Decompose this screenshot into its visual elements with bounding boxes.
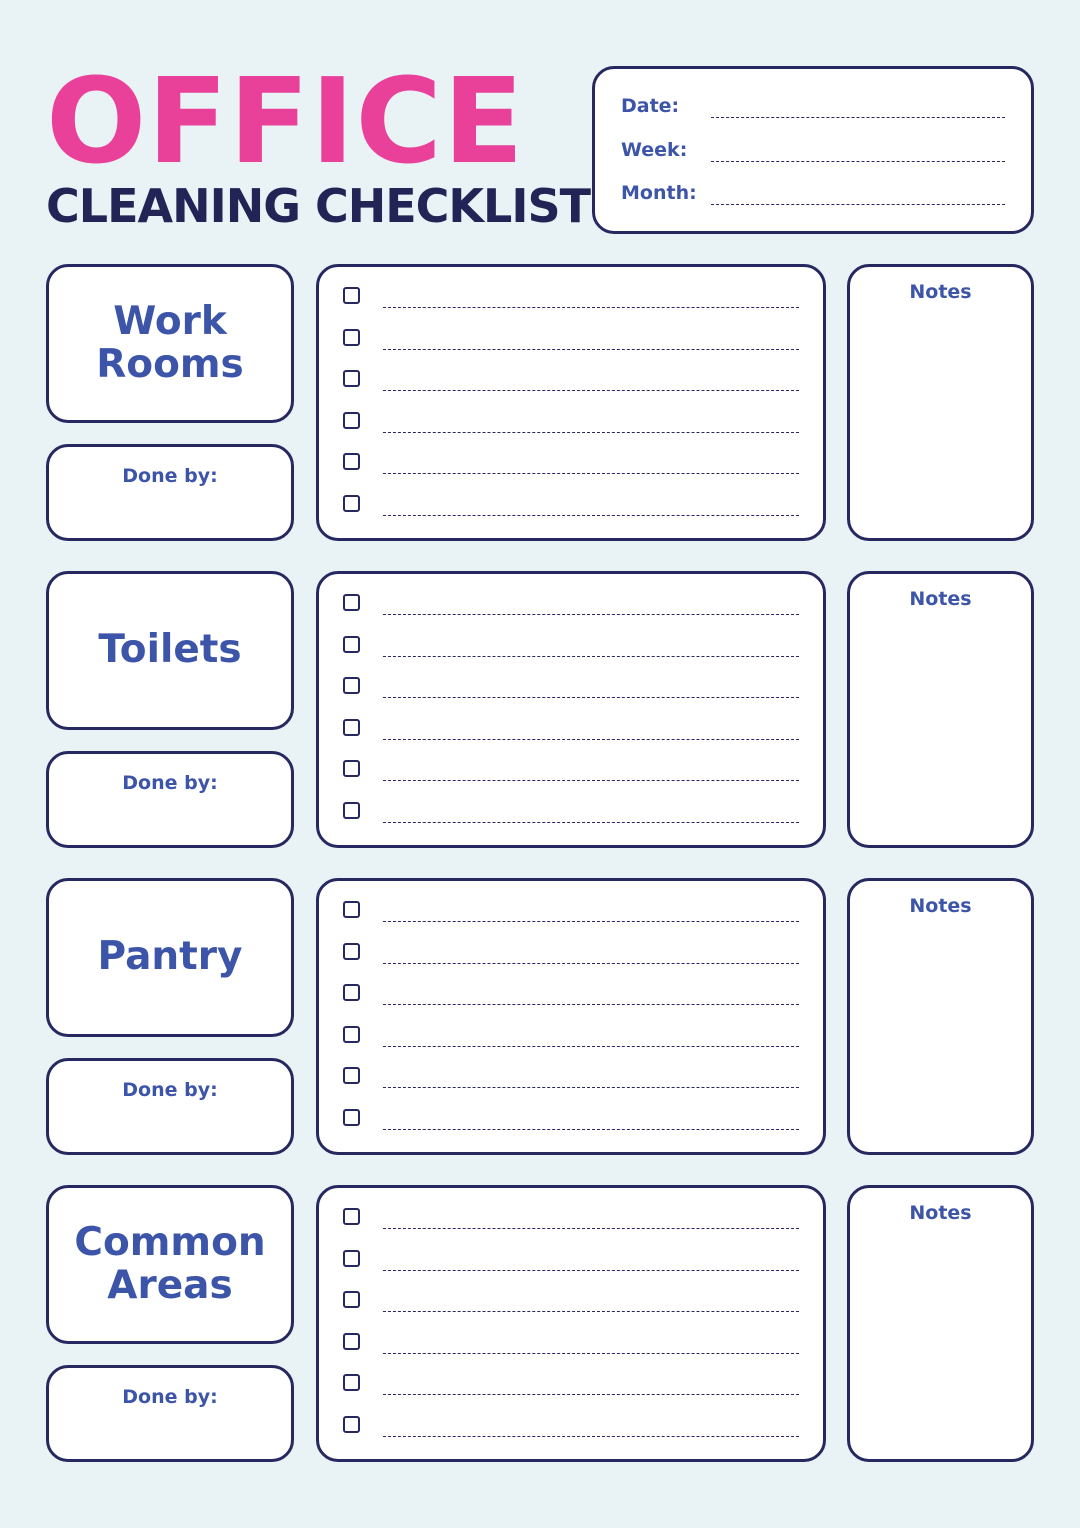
category-title-line: Work <box>113 299 227 345</box>
checklist-row <box>343 1067 799 1093</box>
notes-label: Notes <box>909 588 972 610</box>
task-line[interactable] <box>383 1270 799 1271</box>
checkbox[interactable] <box>343 1374 360 1391</box>
category-title-line: Areas <box>107 1262 233 1308</box>
checklist-row <box>343 760 799 786</box>
task-line[interactable] <box>383 432 799 433</box>
checkbox[interactable] <box>343 1026 360 1043</box>
task-line[interactable] <box>383 1311 799 1312</box>
checklist-row <box>343 677 799 703</box>
task-line[interactable] <box>383 697 799 698</box>
category-title <box>74 1222 265 1306</box>
checklist-box-toilets <box>316 571 826 848</box>
date-line <box>711 117 1005 118</box>
category-title-line: Common <box>74 1220 266 1266</box>
task-line[interactable] <box>383 473 799 474</box>
checkbox[interactable] <box>343 287 360 304</box>
checkbox[interactable] <box>343 1291 360 1308</box>
checkbox[interactable] <box>343 719 360 736</box>
notes-box-work-rooms[interactable] <box>847 264 1034 541</box>
checklist-row <box>343 453 799 479</box>
task-line[interactable] <box>383 1394 799 1395</box>
checkbox[interactable] <box>343 1416 360 1433</box>
month-line <box>711 204 1005 205</box>
checklist-row <box>343 1026 799 1052</box>
done-by-label: Done by: <box>122 1386 218 1408</box>
checkbox[interactable] <box>343 943 360 960</box>
done-by-box-work-rooms[interactable] <box>46 444 294 541</box>
task-line[interactable] <box>383 1046 799 1047</box>
task-line[interactable] <box>383 1228 799 1229</box>
checklist-row <box>343 1208 799 1234</box>
checkbox[interactable] <box>343 1109 360 1126</box>
date-label: Date: <box>621 95 680 117</box>
week-label: Week: <box>621 139 688 161</box>
date-info-box <box>592 66 1034 234</box>
done-by-label: Done by: <box>122 1079 218 1101</box>
checklist-row <box>343 495 799 521</box>
done-by-box-toilets[interactable] <box>46 751 294 848</box>
notes-box-pantry[interactable] <box>847 878 1034 1155</box>
category-title <box>98 629 241 671</box>
task-line[interactable] <box>383 1004 799 1005</box>
page-title: OFFICE <box>46 52 525 190</box>
checklist-row <box>343 901 799 927</box>
notes-label: Notes <box>909 281 972 303</box>
checklist-row <box>343 636 799 662</box>
task-line[interactable] <box>383 1436 799 1437</box>
checklist-box-pantry <box>316 878 826 1155</box>
month-field[interactable] <box>621 182 1005 212</box>
checklist-row <box>343 1416 799 1442</box>
checkbox[interactable] <box>343 1333 360 1350</box>
checklist-row <box>343 1374 799 1400</box>
done-by-box-pantry[interactable] <box>46 1058 294 1155</box>
task-line[interactable] <box>383 1353 799 1354</box>
category-box-toilets <box>46 571 294 730</box>
checklist-row <box>343 802 799 828</box>
checklist-row <box>343 287 799 313</box>
checklist-row <box>343 943 799 969</box>
checklist-row <box>343 1333 799 1359</box>
checkbox[interactable] <box>343 594 360 611</box>
category-box-work-rooms <box>46 264 294 423</box>
checklist-box-common-areas <box>316 1185 826 1462</box>
task-line[interactable] <box>383 390 799 391</box>
month-label: Month: <box>621 182 697 204</box>
page-subtitle: CLEANING CHECKLIST <box>46 179 590 233</box>
checkbox[interactable] <box>343 329 360 346</box>
task-line[interactable] <box>383 963 799 964</box>
checkbox[interactable] <box>343 1250 360 1267</box>
task-line[interactable] <box>383 1129 799 1130</box>
checkbox[interactable] <box>343 636 360 653</box>
task-line[interactable] <box>383 656 799 657</box>
checkbox[interactable] <box>343 760 360 777</box>
checklist-row <box>343 370 799 396</box>
category-title-line: Pantry <box>97 934 243 980</box>
checkbox[interactable] <box>343 901 360 918</box>
category-box-pantry <box>46 878 294 1037</box>
checklist-row <box>343 1250 799 1276</box>
task-line[interactable] <box>383 822 799 823</box>
checkbox[interactable] <box>343 453 360 470</box>
checklist-row <box>343 984 799 1010</box>
checklist-box-work-rooms <box>316 264 826 541</box>
task-line[interactable] <box>383 515 799 516</box>
category-title <box>96 301 243 385</box>
week-line <box>711 161 1005 162</box>
checkbox[interactable] <box>343 1067 360 1084</box>
task-line[interactable] <box>383 1087 799 1088</box>
task-line[interactable] <box>383 780 799 781</box>
done-by-box-common-areas[interactable] <box>46 1365 294 1462</box>
task-line[interactable] <box>383 307 799 308</box>
done-by-label: Done by: <box>122 465 218 487</box>
task-line[interactable] <box>383 614 799 615</box>
week-field[interactable] <box>621 139 1005 169</box>
category-box-common-areas <box>46 1185 294 1344</box>
notes-label: Notes <box>909 895 972 917</box>
checklist-row <box>343 1291 799 1317</box>
checklist-row <box>343 594 799 620</box>
checklist-row <box>343 329 799 355</box>
checkbox[interactable] <box>343 802 360 819</box>
task-line[interactable] <box>383 739 799 740</box>
date-field[interactable] <box>621 95 1005 125</box>
checkbox[interactable] <box>343 984 360 1001</box>
checklist-row <box>343 412 799 438</box>
category-title-line: Rooms <box>96 341 244 387</box>
done-by-label: Done by: <box>122 772 218 794</box>
checklist-row <box>343 719 799 745</box>
checkbox[interactable] <box>343 1208 360 1225</box>
notes-box-common-areas[interactable] <box>847 1185 1034 1462</box>
checkbox[interactable] <box>343 495 360 512</box>
checklist-row <box>343 1109 799 1135</box>
notes-box-toilets[interactable] <box>847 571 1034 848</box>
notes-label: Notes <box>909 1202 972 1224</box>
task-line[interactable] <box>383 921 799 922</box>
category-title <box>98 936 243 978</box>
category-title-line: Toilets <box>98 627 242 673</box>
task-line[interactable] <box>383 349 799 350</box>
checkbox[interactable] <box>343 677 360 694</box>
checkbox[interactable] <box>343 370 360 387</box>
checkbox[interactable] <box>343 412 360 429</box>
